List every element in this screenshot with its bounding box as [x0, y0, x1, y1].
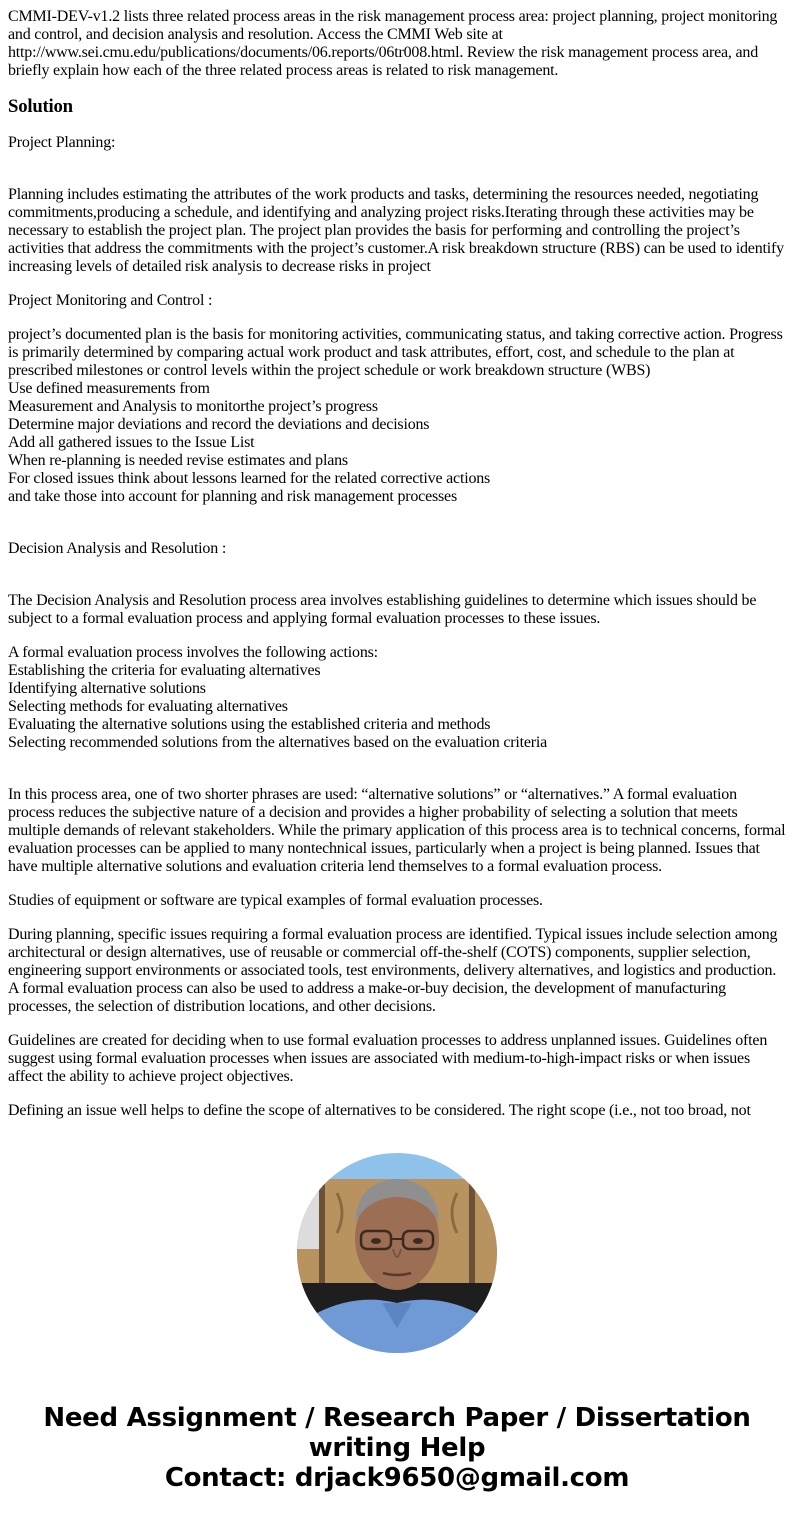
promo-banner [0, 1403, 794, 1493]
monitoring-line: When re-planning is needed revise estimates and plans [8, 452, 348, 469]
paragraph: Guidelines are created for deciding when to use formal evaluation processes to address unplanned issues. Guidelines often suggest using formal evaluation processes when issues are associated with medium-to-high-impact risks or when issues affect the ability to achieve project objectives. [8, 1032, 768, 1085]
monitoring-line: Measurement and Analysis to monitorthe project’s progress [8, 398, 378, 415]
solution-heading: Solution [8, 96, 73, 117]
spacer [8, 574, 786, 592]
formal-evaluation-actions [8, 644, 786, 752]
portrait-image [297, 1153, 497, 1353]
promo-line-2: writing Help [308, 1433, 486, 1463]
action-item: Selecting recommended solutions from the alternatives based on the evaluation criteria [8, 734, 548, 751]
monitoring-control-title: Project Monitoring and Control : [8, 292, 213, 309]
project-planning-body: Planning includes estimating the attributes of the work products and tasks, determining the resources needed, negotiating commitments,producing a schedule, and identifying and analyzing project risks.Iterating through these activities may be necessary to establish the project plan. The project plan provides the basis for performing and controlling the project’s activities that address the commitments with the project’s customer.A risk breakdown structure (RBS) can be used to identify increasing levels of detailed risk analysis to decrease risks in project [8, 186, 784, 275]
spacer [8, 168, 786, 186]
question-text: CMMI-DEV-v1.2 lists three related process areas in the risk management process area: project planning, project monitoring and control, and decision analysis and resolution. Access the CMMI Web site at http://www.sei.cmu.edu/publications/documents/06.reports/06tr008.html. Review the risk management process area, and briefly explain how each of the three related process areas is related to risk management. [8, 8, 778, 79]
monitoring-line: Determine major deviations and record the deviations and decisions [8, 416, 430, 433]
monitoring-line: and take those into account for planning and risk management processes [8, 488, 457, 505]
spacer [8, 768, 786, 786]
document-body [8, 8, 786, 1122]
promo-contact: Contact: drjack9650@gmail.com [164, 1463, 630, 1493]
decision-analysis-intro: The Decision Analysis and Resolution process area involves establishing guidelines to determine which issues should be subject to a formal evaluation process and applying formal evaluation processes to these issues. [8, 592, 757, 627]
project-planning-title: Project Planning: [8, 134, 116, 151]
spacer [8, 522, 786, 540]
action-item: Evaluating the alternative solutions using the established criteria and methods [8, 716, 491, 733]
decision-analysis-title: Decision Analysis and Resolution : [8, 540, 227, 557]
monitoring-line: Use defined measurements from [8, 380, 210, 397]
paragraph: Defining an issue well helps to define the scope of alternatives to be considered. The right scope (i.e., not too broad, not [8, 1102, 751, 1119]
author-avatar [297, 1153, 497, 1353]
promo-line-1: Need Assignment / Research Paper / Dissertation [43, 1403, 751, 1433]
monitoring-line: For closed issues think about lessons learned for the related corrective actions [8, 470, 491, 487]
action-item: Identifying alternative solutions [8, 680, 206, 697]
paragraph: In this process area, one of two shorter phrases are used: “alternative solutions” or “alternatives.” A formal evaluation process reduces the subjective nature of a decision and provides a higher probability of selecting a solution that meets multiple demands of relevant stakeholders. While the primary application of this process area is to technical concerns, formal evaluation processes can be applied to many nontechnical issues, particularly when a project is being planned. Issues that have multiple alternative solutions and evaluation criteria lend themselves to a formal evaluation process. [8, 786, 786, 875]
action-item: Selecting methods for evaluating alternatives [8, 698, 288, 715]
paragraph: During planning, specific issues requiring a formal evaluation process are identified. Typical issues include selection among architectural or design alternatives, use of reusable or commercial off-the-shelf (COTS) components, supplier selection, engineering support environments or associated tools, test environments, delivery alternatives, and logistics and production. A formal evaluation process can also be used to address a make-or-buy decision, the development of manufacturing processes, the selection of distribution locations, and other decisions. [8, 926, 778, 1015]
monitoring-control-paragraph: project’s documented plan is the basis for monitoring activities, communicating status, and taking corrective action. Progress is primarily determined by comparing actual work product and task attributes, effort, cost, and schedule to the plan at prescribed milestones or control levels within the project schedule or work breakdown structure (WBS) [8, 326, 783, 379]
monitoring-line: Add all gathered issues to the Issue List [8, 434, 255, 451]
action-item: Establishing the criteria for evaluating alternatives [8, 662, 321, 679]
paragraph: Studies of equipment or software are typical examples of formal evaluation processes. [8, 892, 543, 909]
actions-lead: A formal evaluation process involves the following actions: [8, 644, 378, 661]
monitoring-control-body [8, 326, 786, 506]
